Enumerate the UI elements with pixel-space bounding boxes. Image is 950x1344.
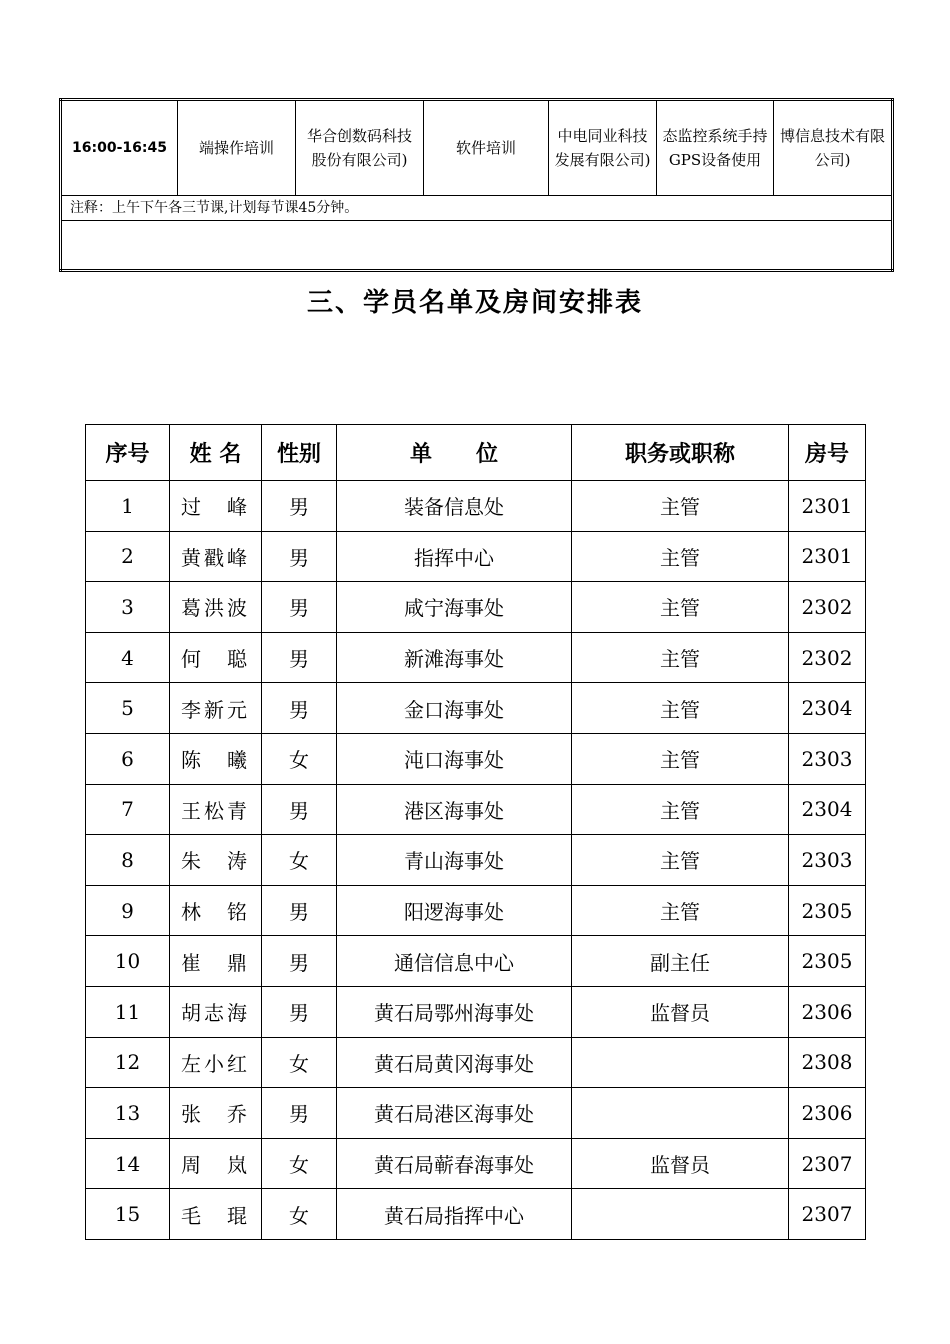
cell-room: 2302 — [789, 582, 866, 633]
table-row — [86, 1088, 866, 1139]
cell-title: 监督员 — [572, 986, 789, 1037]
table-row — [86, 733, 866, 784]
schedule-time: 16:00-16:45 — [61, 100, 178, 196]
schedule-cell: 博信息技术有限公司) — [774, 100, 893, 196]
cell-unit: 装备信息处 — [337, 481, 572, 532]
cell-name: 葛洪波 — [170, 582, 262, 633]
cell-index: 6 — [86, 733, 170, 784]
cell-room: 2308 — [789, 1037, 866, 1088]
cell-unit: 黄石局港区海事处 — [337, 1088, 572, 1139]
cell-index: 11 — [86, 986, 170, 1037]
schedule-row — [61, 100, 893, 196]
cell-unit: 青山海事处 — [337, 835, 572, 886]
cell-name: 林 铭 — [170, 885, 262, 936]
cell-gender: 男 — [262, 481, 337, 532]
cell-gender: 男 — [262, 531, 337, 582]
schedule-empty-cell — [61, 221, 893, 271]
cell-title — [572, 1088, 789, 1139]
roster-table — [85, 424, 866, 1240]
cell-index: 10 — [86, 936, 170, 987]
cell-title: 主管 — [572, 733, 789, 784]
cell-unit: 阳逻海事处 — [337, 885, 572, 936]
cell-index: 15 — [86, 1189, 170, 1240]
table-row — [86, 1189, 866, 1240]
cell-title: 主管 — [572, 683, 789, 734]
cell-room: 2307 — [789, 1138, 866, 1189]
schedule-cell: 软件培训 — [424, 100, 549, 196]
cell-title: 副主任 — [572, 936, 789, 987]
cell-gender: 女 — [262, 1138, 337, 1189]
cell-index: 13 — [86, 1088, 170, 1139]
cell-title: 监督员 — [572, 1138, 789, 1189]
cell-title: 主管 — [572, 531, 789, 582]
cell-unit: 沌口海事处 — [337, 733, 572, 784]
table-row — [86, 1037, 866, 1088]
cell-gender: 男 — [262, 632, 337, 683]
cell-unit: 港区海事处 — [337, 784, 572, 835]
cell-room: 2304 — [789, 683, 866, 734]
cell-room: 2305 — [789, 936, 866, 987]
cell-unit: 黄石局蕲春海事处 — [337, 1138, 572, 1189]
cell-index: 9 — [86, 885, 170, 936]
header-index: 序号 — [86, 425, 170, 481]
schedule-table — [59, 98, 894, 272]
cell-gender: 女 — [262, 1189, 337, 1240]
cell-name: 王松青 — [170, 784, 262, 835]
cell-room: 2304 — [789, 784, 866, 835]
table-row — [86, 936, 866, 987]
schedule-empty-row — [61, 221, 893, 271]
cell-unit: 金口海事处 — [337, 683, 572, 734]
cell-title: 主管 — [572, 582, 789, 633]
table-row — [86, 683, 866, 734]
cell-unit: 咸宁海事处 — [337, 582, 572, 633]
cell-title: 主管 — [572, 784, 789, 835]
cell-unit: 黄石局鄂州海事处 — [337, 986, 572, 1037]
cell-name: 张 乔 — [170, 1088, 262, 1139]
cell-room: 2307 — [789, 1189, 866, 1240]
header-gender: 性别 — [262, 425, 337, 481]
schedule-cell: 华合创数码科技股份有限公司) — [296, 100, 424, 196]
cell-room: 2301 — [789, 531, 866, 582]
table-row — [86, 835, 866, 886]
table-row — [86, 531, 866, 582]
cell-title: 主管 — [572, 835, 789, 886]
roster-body — [86, 481, 866, 1240]
cell-index: 12 — [86, 1037, 170, 1088]
cell-title: 主管 — [572, 632, 789, 683]
cell-room: 2303 — [789, 733, 866, 784]
cell-gender: 男 — [262, 582, 337, 633]
cell-room: 2306 — [789, 986, 866, 1037]
cell-name: 崔 鼎 — [170, 936, 262, 987]
cell-gender: 女 — [262, 835, 337, 886]
cell-name: 周 岚 — [170, 1138, 262, 1189]
cell-name: 过 峰 — [170, 481, 262, 532]
cell-unit: 黄石局黄冈海事处 — [337, 1037, 572, 1088]
cell-name: 左小红 — [170, 1037, 262, 1088]
cell-room: 2306 — [789, 1088, 866, 1139]
cell-index: 8 — [86, 835, 170, 886]
cell-unit: 指挥中心 — [337, 531, 572, 582]
cell-index: 7 — [86, 784, 170, 835]
header-name: 姓 名 — [170, 425, 262, 481]
schedule-cell: 态监控系统手持GPS设备使用 — [657, 100, 774, 196]
table-row — [86, 632, 866, 683]
cell-gender: 男 — [262, 936, 337, 987]
cell-name: 何 聪 — [170, 632, 262, 683]
header-unit: 单 位 — [337, 425, 572, 481]
cell-room: 2303 — [789, 835, 866, 886]
cell-index: 14 — [86, 1138, 170, 1189]
cell-unit: 通信信息中心 — [337, 936, 572, 987]
section-title: 三、学员名单及房间安排表 — [306, 288, 643, 318]
cell-title — [572, 1037, 789, 1088]
header-title: 职务或职称 — [572, 425, 789, 481]
cell-room: 2302 — [789, 632, 866, 683]
cell-index: 4 — [86, 632, 170, 683]
table-row — [86, 582, 866, 633]
cell-room: 2301 — [789, 481, 866, 532]
cell-room: 2305 — [789, 885, 866, 936]
cell-gender: 男 — [262, 885, 337, 936]
schedule-note: 注释：上午下午各三节课,计划每节课45分钟。 — [61, 196, 893, 221]
cell-name: 朱 涛 — [170, 835, 262, 886]
cell-index: 3 — [86, 582, 170, 633]
cell-title: 主管 — [572, 481, 789, 532]
cell-gender: 女 — [262, 733, 337, 784]
header-room: 房号 — [789, 425, 866, 481]
table-row — [86, 481, 866, 532]
table-row — [86, 1138, 866, 1189]
cell-name: 毛 琨 — [170, 1189, 262, 1240]
cell-name: 李新元 — [170, 683, 262, 734]
roster-header-row — [86, 425, 866, 481]
schedule-cell: 端操作培训 — [178, 100, 296, 196]
cell-index: 5 — [86, 683, 170, 734]
cell-gender: 男 — [262, 1088, 337, 1139]
cell-gender: 女 — [262, 1037, 337, 1088]
cell-gender: 男 — [262, 683, 337, 734]
cell-index: 2 — [86, 531, 170, 582]
cell-index: 1 — [86, 481, 170, 532]
cell-unit: 新滩海事处 — [337, 632, 572, 683]
cell-name: 陈 曦 — [170, 733, 262, 784]
cell-unit: 黄石局指挥中心 — [337, 1189, 572, 1240]
schedule-note-row — [61, 196, 893, 221]
cell-gender: 男 — [262, 784, 337, 835]
cell-title — [572, 1189, 789, 1240]
table-row — [86, 784, 866, 835]
cell-name: 胡志海 — [170, 986, 262, 1037]
table-row — [86, 885, 866, 936]
cell-title: 主管 — [572, 885, 789, 936]
table-row — [86, 986, 866, 1037]
schedule-cell: 中电同业科技发展有限公司) — [549, 100, 657, 196]
cell-gender: 男 — [262, 986, 337, 1037]
cell-name: 黄戳峰 — [170, 531, 262, 582]
